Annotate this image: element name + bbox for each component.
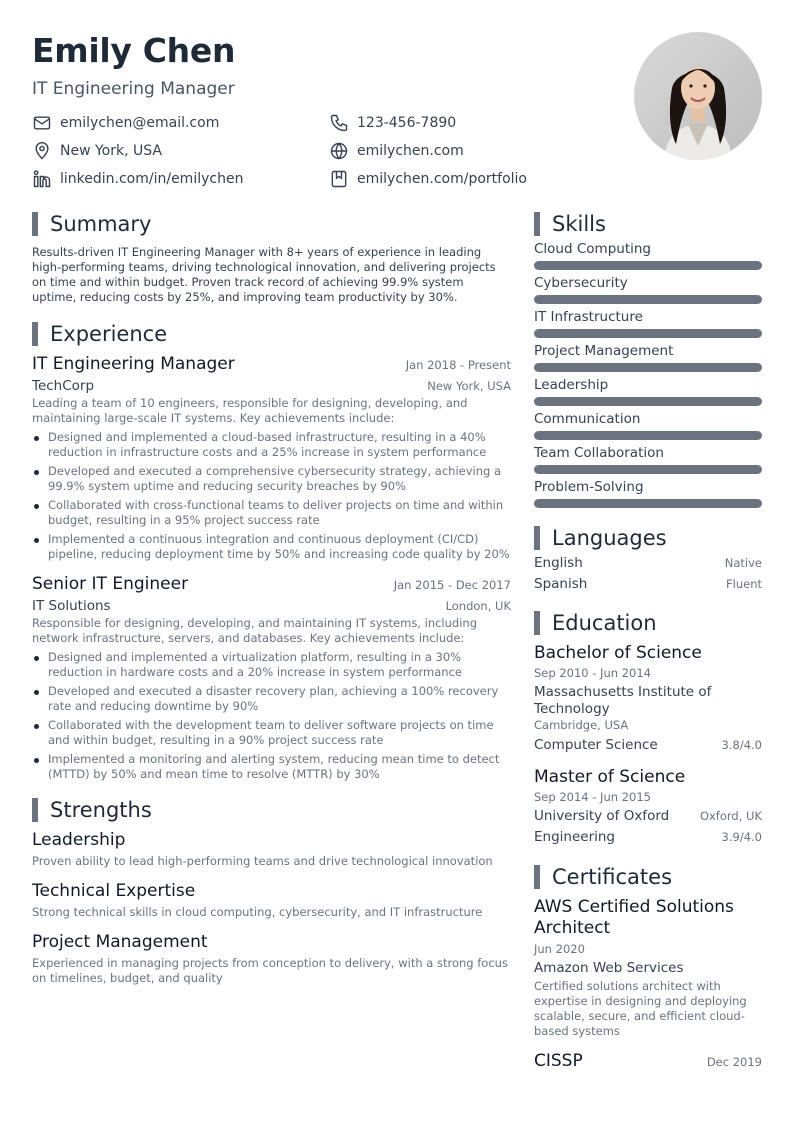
job-description: Leading a team of 10 engineers, responsible for designing, developing, and maintaining large-scale IT systems. Key achievements include: — [32, 396, 468, 425]
achievement-item: Designed and implemented a virtualization platform, resulting in a 30% reduction in hardware costs and a 20% increase in system performance — [32, 650, 511, 680]
strengths-heading — [32, 798, 511, 822]
person-portrait-icon — [634, 32, 762, 160]
achievement-item: Collaborated with cross-functional teams to deliver projects on time and within budget, resulting in a 95% project success rate — [32, 498, 511, 528]
skill-label: Communication — [534, 411, 641, 427]
summary-section — [32, 212, 511, 305]
section-title: Strengths — [50, 798, 152, 822]
field-of-study: Computer Science — [534, 737, 658, 753]
certificate-name: CISSP — [534, 1051, 583, 1071]
degree-title: Master of Science — [534, 767, 686, 787]
skills-heading — [534, 212, 762, 236]
section-accent-bar — [534, 526, 540, 550]
language-item — [534, 576, 762, 592]
achievement-item: Collaborated with the development team to deliver software projects on time and within budget, resulting in a 90% project success rate — [32, 718, 511, 748]
profile-photo — [634, 32, 762, 160]
job-title: IT Engineering Manager — [32, 79, 235, 99]
contact-portfolio[interactable] — [329, 169, 527, 189]
section-title: Summary — [50, 212, 152, 236]
section-accent-bar — [32, 322, 38, 346]
skill-item — [534, 377, 762, 406]
strength-description: Experienced in managing projects from conception to delivery, with a strong focus on timelines, budget, and quality — [32, 956, 508, 985]
language-level: Fluent — [726, 577, 762, 591]
job-position: Senior IT Engineer — [32, 574, 189, 594]
skill-level-bar — [534, 329, 762, 338]
skill-level-bar — [534, 431, 762, 440]
job-position: IT Engineering Manager — [32, 354, 235, 374]
strengths-section — [32, 798, 511, 986]
experience-item — [32, 354, 511, 562]
skills-section — [534, 212, 762, 508]
certificate-issuer: Amazon Web Services — [534, 960, 684, 976]
left-column — [32, 212, 511, 986]
portfolio-text: emilychen.com/portfolio — [357, 171, 527, 187]
school-name: Massachusetts Institute of Technology — [534, 684, 712, 717]
achievement-item: Developed and executed a disaster recovery plan, achieving a 100% recovery rate and reducing downtime by 90% — [32, 684, 511, 714]
language-level: Native — [724, 556, 762, 570]
skill-item — [534, 343, 762, 372]
skill-label: IT Infrastructure — [534, 309, 643, 325]
skill-label: Project Management — [534, 343, 674, 359]
degree-title: Bachelor of Science — [534, 643, 702, 663]
certificate-item — [534, 897, 762, 1039]
certificates-heading — [534, 865, 762, 889]
section-title: Education — [552, 611, 657, 635]
strength-item — [32, 932, 511, 986]
section-accent-bar — [32, 798, 38, 822]
linkedin-icon — [32, 169, 52, 189]
skill-item — [534, 445, 762, 474]
experience-section — [32, 322, 511, 782]
contact-phone[interactable] — [329, 113, 456, 133]
gpa: 3.8/4.0 — [721, 738, 762, 752]
contact-location — [32, 141, 162, 161]
achievement-item: Implemented a monitoring and alerting system, reducing mean time to detect (MTTD) by 50% and mean time to resolve (MTTR) by 30% — [32, 752, 511, 782]
achievement-item: Implemented a continuous integration and continuous deployment (CI/CD) pipeline, reducing deployment time by 50% and increasing code quality by 20% — [32, 532, 511, 562]
company-name: TechCorp — [32, 378, 95, 394]
strength-description: Proven ability to lead high-performing teams and drive technological innovation — [32, 854, 493, 868]
gpa: 3.9/4.0 — [721, 830, 762, 844]
skill-item — [534, 309, 762, 338]
location-text: New York, USA — [60, 143, 162, 159]
job-location: London, UK — [445, 599, 511, 613]
field-of-study: Engineering — [534, 829, 615, 845]
education-dates: Sep 2010 - Jun 2014 — [534, 666, 651, 680]
skill-item — [534, 411, 762, 440]
skill-level-bar — [534, 397, 762, 406]
strength-title: Project Management — [32, 932, 208, 952]
skill-label: Cloud Computing — [534, 241, 651, 257]
envelope-icon — [32, 113, 52, 133]
achievement-list — [32, 650, 511, 782]
strength-title: Leadership — [32, 830, 126, 850]
section-title: Languages — [552, 526, 667, 550]
skill-level-bar — [534, 363, 762, 372]
school-location: Oxford, UK — [699, 809, 762, 823]
certificate-date: Dec 2019 — [706, 1055, 762, 1069]
skill-label: Team Collaboration — [534, 445, 664, 461]
education-dates: Sep 2014 - Jun 2015 — [534, 790, 651, 804]
skill-item — [534, 275, 762, 304]
achievement-list — [32, 430, 511, 562]
languages-section — [534, 526, 762, 592]
linkedin-text: linkedin.com/in/emilychen — [60, 171, 244, 187]
experience-item — [32, 574, 511, 782]
experience-heading — [32, 322, 511, 346]
website-text: emilychen.com — [357, 143, 464, 159]
skills-list — [534, 241, 762, 508]
job-dates: Jan 2015 - Dec 2017 — [393, 578, 511, 592]
strength-description: Strong technical skills in cloud computing, cybersecurity, and IT infrastructure — [32, 905, 483, 919]
skill-level-bar — [534, 465, 762, 474]
contact-linkedin[interactable] — [32, 169, 243, 189]
bookmark-icon — [329, 169, 349, 189]
section-title: Skills — [552, 212, 606, 236]
section-accent-bar — [32, 212, 38, 236]
map-pin-icon — [32, 141, 52, 161]
section-title: Experience — [50, 322, 168, 346]
section-accent-bar — [534, 212, 540, 236]
certificate-date: Jun 2020 — [534, 942, 585, 956]
skill-label: Leadership — [534, 377, 609, 393]
company-name: IT Solutions — [32, 598, 111, 614]
certificate-item — [534, 1051, 762, 1072]
school-location: Cambridge, USA — [534, 718, 629, 732]
strength-title: Technical Expertise — [32, 881, 196, 901]
certificates-section — [534, 865, 762, 1072]
certificate-description: Certified solutions architect with expertise in designing and deploying scalable, secure, and efficient cloud-based systems — [534, 979, 747, 1038]
certificate-name: AWS Certified Solutions Architect — [534, 897, 734, 938]
skill-level-bar — [534, 295, 762, 304]
skill-label: Problem-Solving — [534, 479, 644, 495]
right-column — [534, 212, 762, 1072]
language-item — [534, 555, 762, 571]
skill-item — [534, 479, 762, 508]
skill-item — [534, 241, 762, 270]
section-accent-bar — [534, 611, 540, 635]
strength-item — [32, 881, 511, 920]
job-location: New York, USA — [427, 379, 511, 393]
contact-email[interactable] — [32, 113, 219, 133]
email-text: emilychen@email.com — [60, 115, 220, 131]
skill-level-bar — [534, 499, 762, 508]
school-name: University of Oxford — [534, 808, 670, 824]
education-heading — [534, 611, 762, 635]
education-section — [534, 611, 762, 845]
education-item — [534, 767, 762, 845]
language-name: English — [534, 555, 583, 571]
contact-website[interactable] — [329, 141, 464, 161]
summary-text: Results-driven IT Engineering Manager with 8+ years of experience in leading high-performing teams, driving technological innovation, and delivering projects on time and within budget. Proven track record of achieving 99.9% system uptime, reducing costs by 25%, and improving team productivity by 30%. — [32, 245, 496, 304]
section-title: Certificates — [552, 865, 673, 889]
globe-icon — [329, 141, 349, 161]
job-description: Responsible for designing, developing, and maintaining IT systems, including network infrastructure, servers, and databases. Key achievements include: — [32, 616, 477, 645]
achievement-item: Developed and executed a comprehensive cybersecurity strategy, achieving a 99.9% system uptime and reducing security breaches by 90% — [32, 464, 511, 494]
candidate-name: Emily Chen — [32, 31, 236, 70]
section-accent-bar — [534, 865, 540, 889]
education-item — [534, 643, 762, 753]
strength-item — [32, 830, 511, 869]
skill-level-bar — [534, 261, 762, 270]
language-name: Spanish — [534, 576, 588, 592]
phone-icon — [329, 113, 349, 133]
achievement-item: Designed and implemented a cloud-based infrastructure, resulting in a 40% reduction in infrastructure costs and a 25% increase in system performance — [32, 430, 511, 460]
languages-heading — [534, 526, 762, 550]
job-dates: Jan 2018 - Present — [405, 358, 511, 372]
skill-label: Cybersecurity — [534, 275, 628, 291]
phone-text: 123-456-7890 — [357, 115, 457, 131]
summary-heading — [32, 212, 511, 236]
